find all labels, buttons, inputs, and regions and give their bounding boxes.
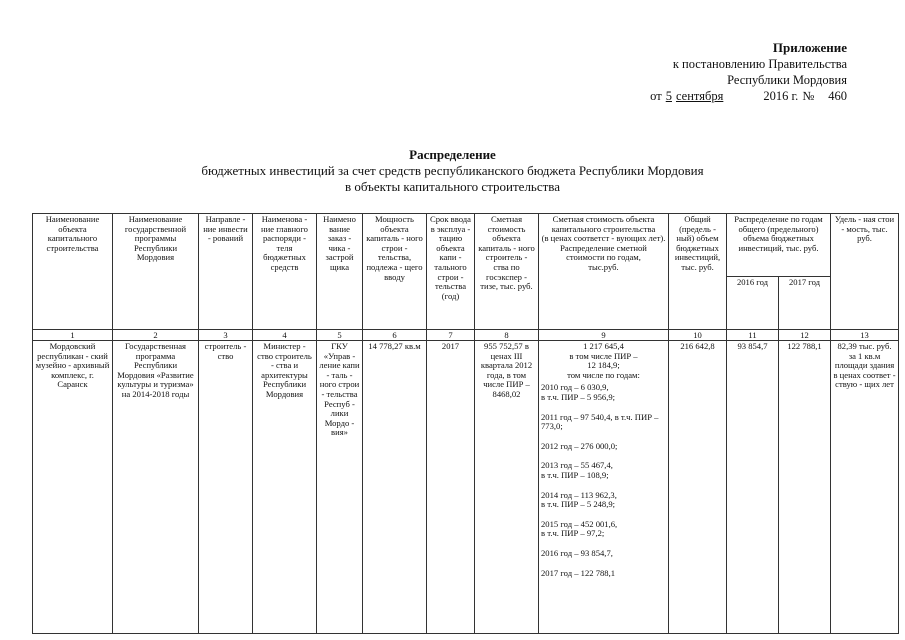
estimate-2014: 2014 год – 113 962,3, в т.ч. ПИР – 5 248,9; [541, 489, 617, 510]
investment-table [32, 213, 899, 634]
annex-line1: к постановлению Правительства [672, 57, 847, 71]
estimate-2013: 2013 год – 55 467,4, в т.ч. ПИР – 108,9; [541, 460, 613, 480]
cell-customer: ГКУ «Управ - ление капи - таль - ного строи - тельства Респуб - лики Мордо - вия» [317, 341, 363, 634]
header-direction: Направле - ние инвести - рований [199, 214, 253, 330]
header-estimate-by-year: Сметная стоимость объекта капитального строительства (в ценах соответст - вующих лет). Распределение сметной стоимости по годам, тыс.руб. [539, 214, 669, 330]
header-manager: Наименова - ние главного распоряди - теля бюджетных средств [253, 214, 317, 330]
annex-block [547, 40, 847, 104]
cell-estimate-by-year [539, 341, 669, 634]
estimate-2010: 2010 год – 6 030,9, в т.ч. ПИР – 5 956,9; [541, 382, 616, 402]
cell-total-investment: 216 642,8 [669, 341, 727, 634]
col-num: 2 [113, 330, 199, 341]
estimate-2017: 2017 год – 122 788,1 [541, 567, 616, 578]
col-num: 4 [253, 330, 317, 341]
annex-title: Приложение [772, 40, 847, 55]
cell-2017: 122 788,1 [779, 341, 831, 634]
date-prefix: от [650, 89, 662, 103]
cell-capacity: 14 778,27 кв.м [363, 341, 427, 634]
title-line2: бюджетных инвестиций за счет средств республиканского бюджета Республики Мордовия [201, 163, 704, 178]
column-number-row [33, 330, 899, 341]
col-num: 11 [727, 330, 779, 341]
header-2017: 2017 год [779, 277, 831, 330]
cell-program: Государственная программа Республики Мордовия «Развитие культуры и туризма» на 2014-2018 годы [113, 341, 199, 634]
estimate-2011: 2011 год – 97 540,4, в т.ч. ПИР – 773,0; [541, 411, 659, 432]
col-num: 6 [363, 330, 427, 341]
date-year: 2016 г. [763, 89, 799, 103]
col-num: 1 [33, 330, 113, 341]
date-month: сентября [675, 89, 724, 103]
header-2016: 2016 год [727, 277, 779, 330]
header-total-investment: Общий (предель - ный) объем бюджетных инвестиций, тыс. руб. [669, 214, 727, 330]
header-program: Наименование государственной программы Республики Мордовия [113, 214, 199, 330]
document-title [0, 147, 905, 195]
date-day: 5 [665, 89, 672, 103]
annex-line2: Республики Мордовия [727, 73, 847, 87]
estimate-2015: 2015 год – 452 001,6, в т.ч. ПИР – 97,2; [541, 518, 618, 539]
cell-estimate-expertise: 955 752,57 в ценах III квартала 2012 года, в том числе ПИР – 8468,02 [475, 341, 539, 634]
header-object-name: Наименование объекта капитального строительства [33, 214, 113, 330]
title-line1: Распределение [409, 147, 496, 162]
header-customer: Наимено вание заказ - чика - застрой щика [317, 214, 363, 330]
col-num: 3 [199, 330, 253, 341]
title-line3: в объекты капитального строительства [344, 179, 561, 194]
col-num: 12 [779, 330, 831, 341]
cell-manager: Министер - ство строитель - ства и архитектуры Республики Мордовия [253, 341, 317, 634]
cell-commission-year: 2017 [427, 341, 475, 634]
estimate-2016: 2016 год – 93 854,7, [541, 547, 613, 558]
header-row [33, 214, 899, 277]
col-num: 5 [317, 330, 363, 341]
col-num: 8 [475, 330, 539, 341]
annex-date-line [547, 88, 847, 104]
header-capacity: Мощность объекта капиталь - ного строи - тельства, подлежа - щего вводу [363, 214, 427, 330]
header-unit-cost: Удель - ная стои - мость, тыс. руб. [831, 214, 899, 330]
cell-object-name: Мордовский республикан - ский музейно - архивный комплекс, г. Саранск [33, 341, 113, 634]
col-num: 9 [539, 330, 669, 341]
estimate-total: 1 217 645,4 в том числе ПИР – 12 184,9; том числе по годам: [567, 341, 640, 380]
col-num: 10 [669, 330, 727, 341]
col-num: 7 [427, 330, 475, 341]
col-num: 13 [831, 330, 899, 341]
header-commission-year: Срок ввода в эксплуа - тацию объекта капи - тального строи - тельства (год) [427, 214, 475, 330]
header-distribution: Распределение по годам общего (предельного) объема бюджетных инвестиций, тыс. руб. [727, 214, 831, 277]
cell-direction: строитель - ство [199, 341, 253, 634]
estimate-2012: 2012 год – 276 000,0; [541, 440, 618, 451]
cell-2016: 93 854,7 [727, 341, 779, 634]
cell-unit-cost: 82,39 тыс. руб. за 1 кв.м площади здания в ценах соответ - ствую - щих лет [831, 341, 899, 634]
decree-number: 460 [828, 89, 847, 103]
number-sign: № [802, 89, 815, 103]
header-estimate-expertise: Сметная стоимость объекта капиталь - ного строитель - ства по госэкспер - тизе, тыс. руб. [475, 214, 539, 330]
table-row [33, 341, 899, 634]
